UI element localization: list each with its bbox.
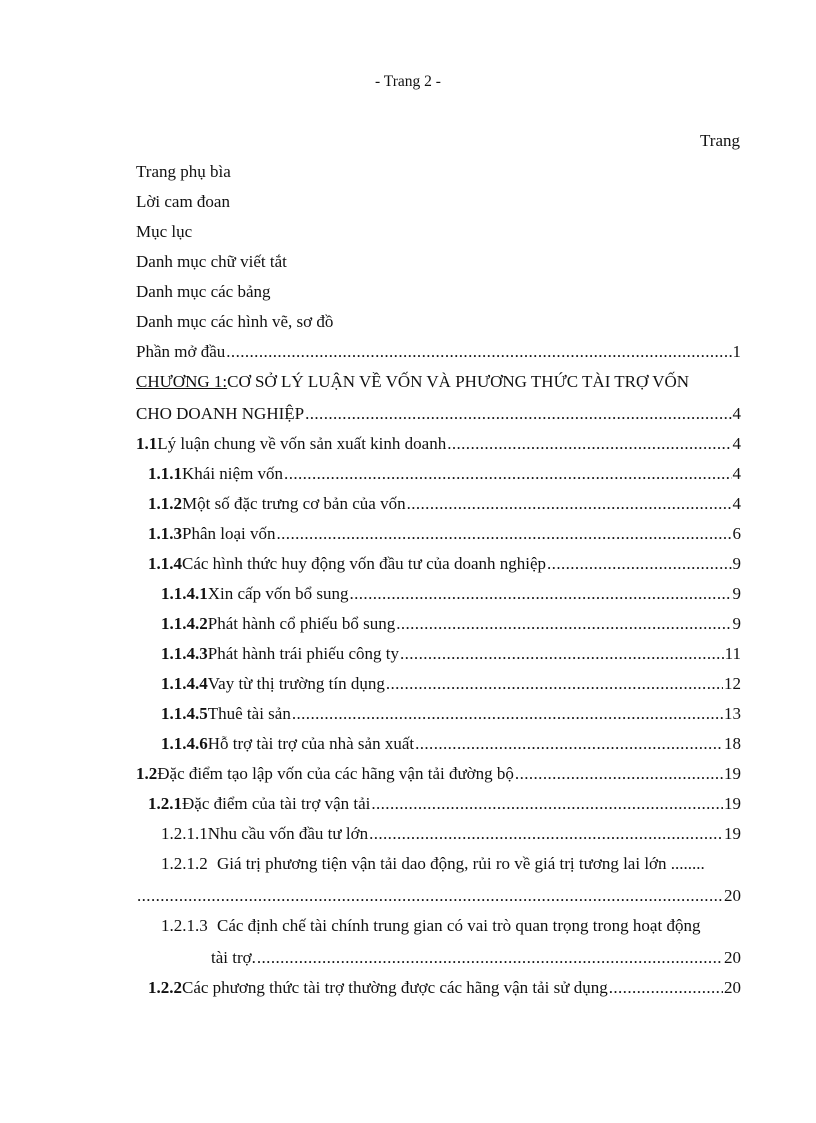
toc-entry-number: 1.1.4.4: [161, 674, 208, 693]
toc-entry-cont[interactable]: [136, 946, 741, 976]
dot-leader: [137, 884, 723, 908]
dot-leader: [226, 340, 731, 364]
dot-leader: [369, 822, 723, 846]
dot-leader: [292, 702, 723, 726]
toc-front-matter-item[interactable]: Lời cam đoan: [136, 192, 230, 211]
toc-entry-title: Phân loại vốn: [182, 524, 276, 543]
toc-entry-title: Đặc điểm tạo lập vốn của các hãng vận tải đường bộ: [157, 764, 514, 783]
toc-entry[interactable]: [136, 702, 741, 732]
toc-entry-number: 1.1.4.5: [161, 704, 208, 723]
toc-entry-title: Giá trị phương tiện vận tải dao động, rủi ro về giá trị tương lai lớn ........: [217, 854, 705, 873]
toc-entry-page: 19: [724, 824, 741, 843]
dot-leader: [284, 462, 731, 486]
dot-leader: [415, 732, 723, 756]
toc-entry-title: Xin cấp vốn bổ sung: [207, 584, 349, 603]
toc-entry[interactable]: [136, 732, 741, 762]
toc-entry-title: Phần mở đầu: [136, 342, 226, 361]
toc-chapter-heading[interactable]: [136, 370, 741, 402]
toc-entry-page: 11: [724, 644, 741, 663]
toc-entry-title: Phát hành cổ phiếu bổ sung: [207, 614, 396, 633]
toc-entry-page: 12: [724, 674, 741, 693]
toc-intro-entry[interactable]: [136, 340, 741, 370]
toc-entry-title: Đặc điểm của tài trợ vận tải: [182, 794, 371, 813]
toc-entry[interactable]: [136, 462, 741, 492]
toc-entry[interactable]: [136, 582, 741, 612]
toc-front-matter-item[interactable]: Danh mục chữ viết tắt: [136, 252, 287, 271]
toc-chapter-heading-cont[interactable]: [136, 402, 741, 432]
toc-entry-title: Lý luận chung về vốn sản xuất kinh doanh: [157, 434, 447, 453]
toc-entry-number: 1.1.4.6: [161, 734, 208, 753]
toc-entry-number: 1.2.1.3: [161, 916, 208, 935]
dot-leader: [257, 946, 723, 970]
toc-entry-page: 20: [724, 886, 741, 905]
toc-entry-number: 1.2.1.1: [161, 824, 208, 843]
page-number-header: - Trang 2 -: [375, 73, 441, 90]
toc-entry-number: 1.2: [136, 764, 158, 783]
toc-entry-title: Khái niệm vốn: [182, 464, 284, 483]
page-column-label: Trang: [700, 131, 740, 150]
toc-front-matter-item[interactable]: Trang phụ bìa: [136, 162, 231, 181]
toc-entry-number: 1.2.2: [148, 978, 182, 997]
toc-entry-title: Các phương thức tài trợ thường được các hãng vận tải sử dụng: [182, 978, 608, 997]
toc-entry-page: 4: [732, 464, 741, 483]
toc-entry-number: 1.1.4: [148, 554, 182, 573]
toc-entry[interactable]: [136, 642, 741, 672]
toc-entry[interactable]: [136, 792, 741, 822]
toc-entry-page: 20: [724, 948, 741, 967]
toc-entry-page: 19: [724, 764, 741, 783]
toc-entry-title-cont: tài trợ.: [211, 948, 256, 967]
toc-entry[interactable]: [136, 612, 741, 642]
toc-entry-page: 19: [724, 794, 741, 813]
chapter-label: CHƯƠNG 1:: [136, 372, 228, 391]
toc-entry[interactable]: [136, 432, 741, 462]
toc-entry-number: 1.2.1: [148, 794, 182, 813]
toc-entry-page: 9: [732, 614, 741, 633]
toc-entry-number: 1.1.4.3: [161, 644, 208, 663]
toc-entry-page: 9: [732, 554, 741, 573]
toc-entry[interactable]: [136, 914, 741, 946]
toc-entry-number: 1.1.3: [148, 524, 182, 543]
chapter-title-line2: CHO DOANH NGHIỆP: [136, 404, 305, 423]
dot-leader: [447, 432, 731, 456]
toc-entry-page: 6: [732, 524, 741, 543]
toc-entry-number: 1.1.4.1: [161, 584, 208, 603]
toc-entry-page: 4: [732, 404, 741, 423]
toc-entry-page: 20: [724, 978, 741, 997]
dot-leader: [386, 672, 723, 696]
toc-entry-number: 1.1.2: [148, 494, 182, 513]
toc-entry-title: Vay từ thị trường tín dụng: [207, 674, 385, 693]
toc-front-matter-item[interactable]: Danh mục các hình vẽ, sơ đồ: [136, 312, 334, 331]
toc-entry[interactable]: [136, 522, 741, 552]
toc-front-matter-item[interactable]: Danh mục các bảng: [136, 282, 271, 301]
toc-entry-page: 4: [732, 494, 741, 513]
toc-entry[interactable]: [136, 976, 741, 1006]
dot-leader: [407, 492, 732, 516]
toc-entry[interactable]: [136, 762, 741, 792]
toc-front-matter-item[interactable]: Mục lục: [136, 222, 193, 241]
toc-entry-title: Hỗ trợ tài trợ của nhà sản xuất: [207, 734, 415, 753]
toc-entry-page: 9: [732, 584, 741, 603]
dot-leader: [305, 402, 731, 426]
toc-entry[interactable]: [136, 852, 741, 884]
toc-entry-title: Các hình thức huy động vốn đầu tư của doanh nghiệp: [182, 554, 547, 573]
toc-entry[interactable]: [136, 672, 741, 702]
dot-leader: [371, 792, 723, 816]
toc-entry-number: 1.1.4.2: [161, 614, 208, 633]
table-of-contents: [136, 160, 741, 1006]
toc-entry-number: 1.1: [136, 434, 158, 453]
dot-leader: [400, 642, 724, 666]
toc-entry-page: 18: [724, 734, 741, 753]
toc-entry[interactable]: [136, 822, 741, 852]
toc-entry-title: Các định chế tài chính trung gian có vai trò quan trọng trong hoạt động: [217, 916, 701, 935]
toc-entry[interactable]: [136, 552, 741, 582]
toc-entry-page: 4: [732, 434, 741, 453]
toc-entry-title: Phát hành trái phiếu công ty: [207, 644, 399, 663]
dot-leader: [515, 762, 723, 786]
toc-entry-cont[interactable]: [136, 884, 741, 914]
toc-entry-title: Thuê tài sản: [207, 704, 291, 723]
toc-entry-number: 1.2.1.2: [161, 854, 208, 873]
toc-entry-title: Một số đặc trưng cơ bản của vốn: [182, 494, 406, 513]
dot-leader: [609, 976, 723, 1000]
toc-entry[interactable]: [136, 492, 741, 522]
dot-leader: [349, 582, 731, 606]
toc-entry-page: 13: [724, 704, 741, 723]
dot-leader: [277, 522, 732, 546]
toc-entry-title: Nhu cầu vốn đầu tư lớn: [207, 824, 369, 843]
dot-leader: [396, 612, 731, 636]
chapter-title-line1: CƠ SỞ LÝ LUẬN VỀ VỐN VÀ PHƯƠNG THỨC TÀI TRỢ VỐN: [227, 372, 690, 391]
dot-leader: [547, 552, 731, 576]
toc-entry-page: 1: [732, 342, 741, 361]
toc-entry-number: 1.1.1: [148, 464, 182, 483]
